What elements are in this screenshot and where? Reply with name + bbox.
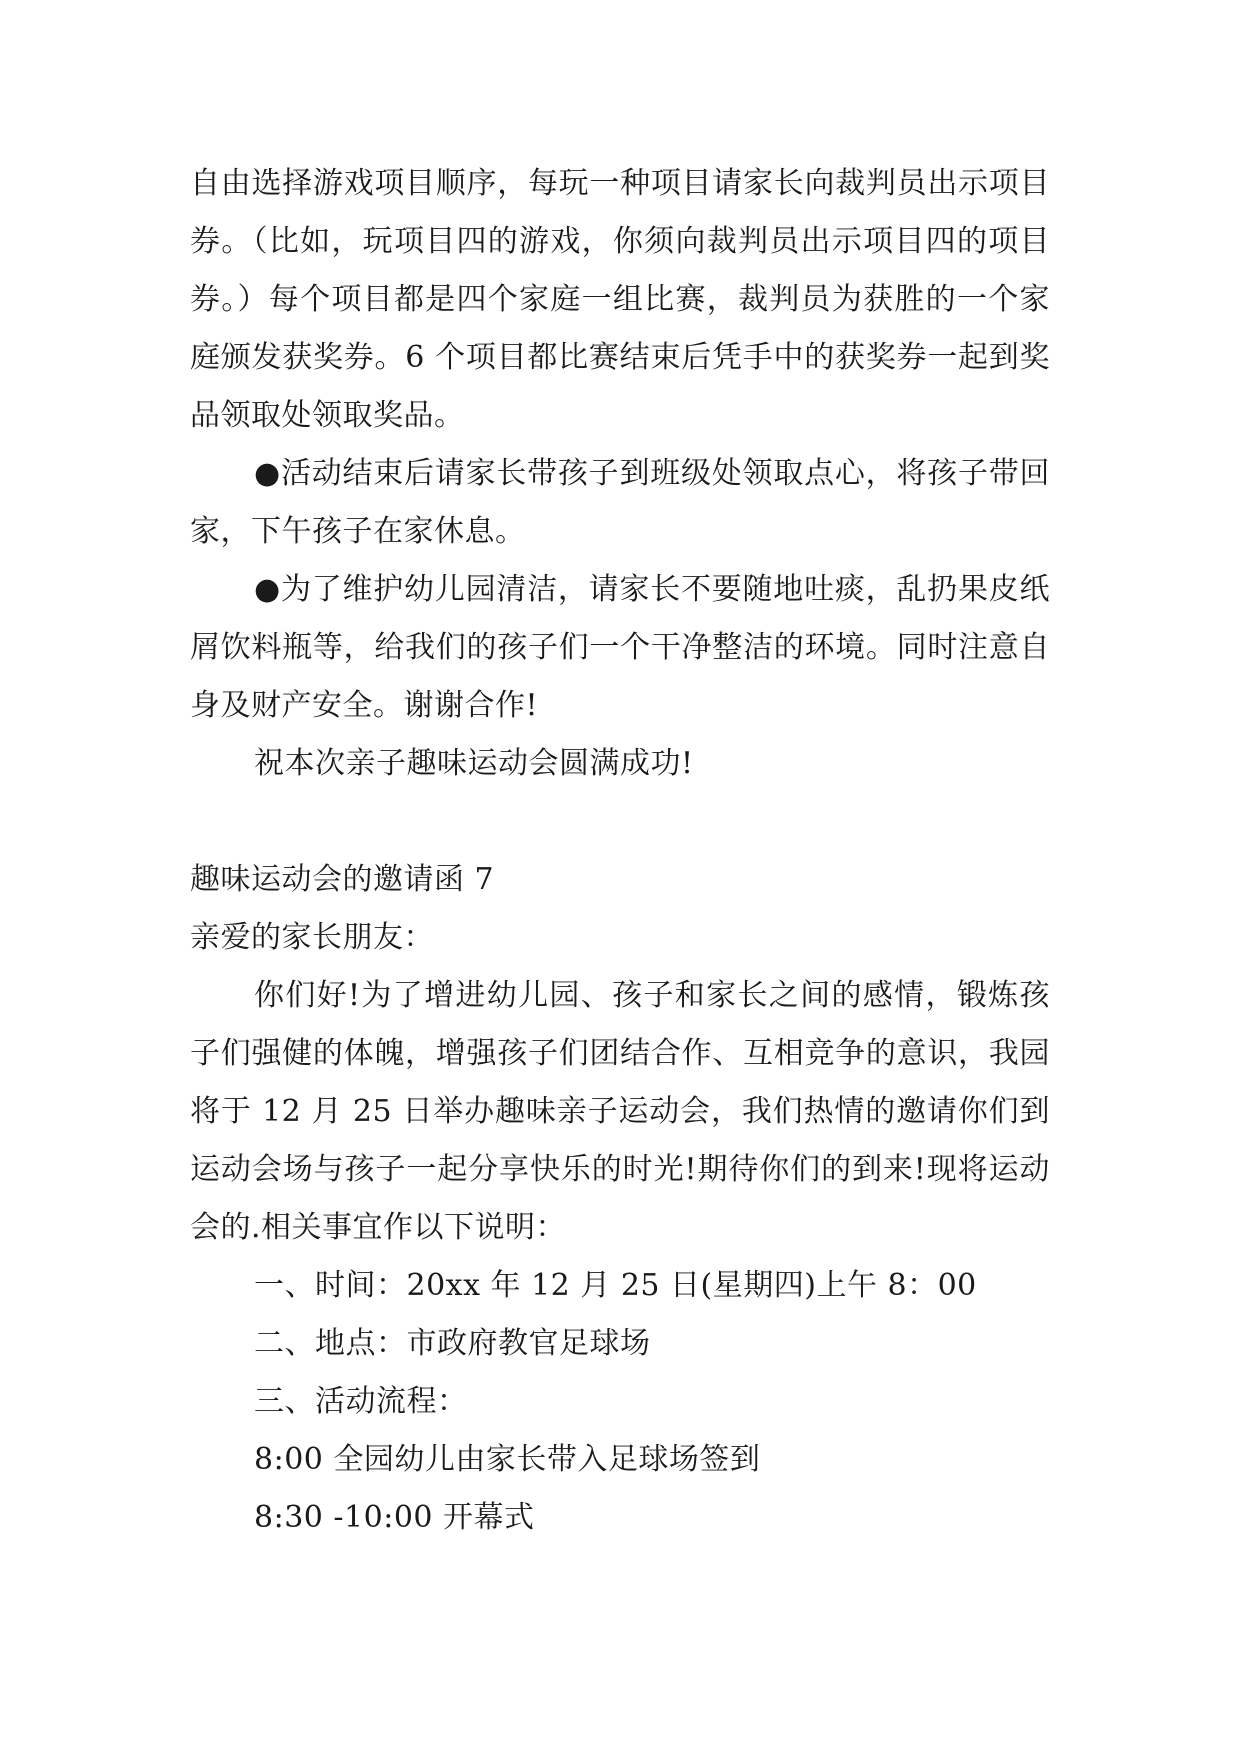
section-gap xyxy=(190,793,1050,851)
process-heading: 三、活动流程： xyxy=(254,1384,468,1419)
bullet-cleanliness: ●为了维护幼儿园清洁，请家长不要随地吐痰，乱扔果皮纸屑饮料瓶等，给我们的孩子们一个干净整洁的环境。同时注意自身及财产安全。谢谢合作! xyxy=(190,572,1050,723)
intro-paragraph: 你们好!为了增进幼儿园、孩子和家长之间的感情，锻炼孩子们强健的体魄，增强孩子们团结合作、互相竞争的意识，我园将于 12 月 25 日举办趣味亲子运动会，我们热情的邀请你们到运动会场与孩子一起分享快乐的时光!期待你们的到来!现将运动会的.相关事宜作以下说明： xyxy=(190,978,1050,1245)
event-time: 一、时间：20xx 年 12 月 25 日(星期四)上午 8：00 xyxy=(254,1268,977,1303)
closing-wish: 祝本次亲子趣味运动会圆满成功! xyxy=(254,746,694,781)
schedule-item: 8:30 -10:00 开幕式 xyxy=(254,1500,535,1535)
paragraph-rules-continued: 自由选择游戏项目顺序，每玩一种项目请家长向裁判员出示项目券。（比如，玩项目四的游戏，你须向裁判员出示项目四的项目券。）每个项目都是四个家庭一组比赛，裁判员为获胜的一个家庭颁发获奖券。6 个项目都比赛结束后凭手中的获奖券一起到奖品领取处领取奖品。 xyxy=(190,166,1050,433)
event-place: 二、地点：市政府教官足球场 xyxy=(254,1326,651,1361)
bullet-pickup: ●活动结束后请家长带孩子到班级处领取点心，将孩子带回家，下午孩子在家休息。 xyxy=(190,456,1050,549)
section-title: 趣味运动会的邀请函 7 xyxy=(190,862,495,897)
schedule-item: 8:00 全园幼儿由家长带入足球场签到 xyxy=(254,1442,761,1477)
document-body xyxy=(190,155,1050,1547)
greeting: 亲爱的家长朋友： xyxy=(190,920,434,955)
